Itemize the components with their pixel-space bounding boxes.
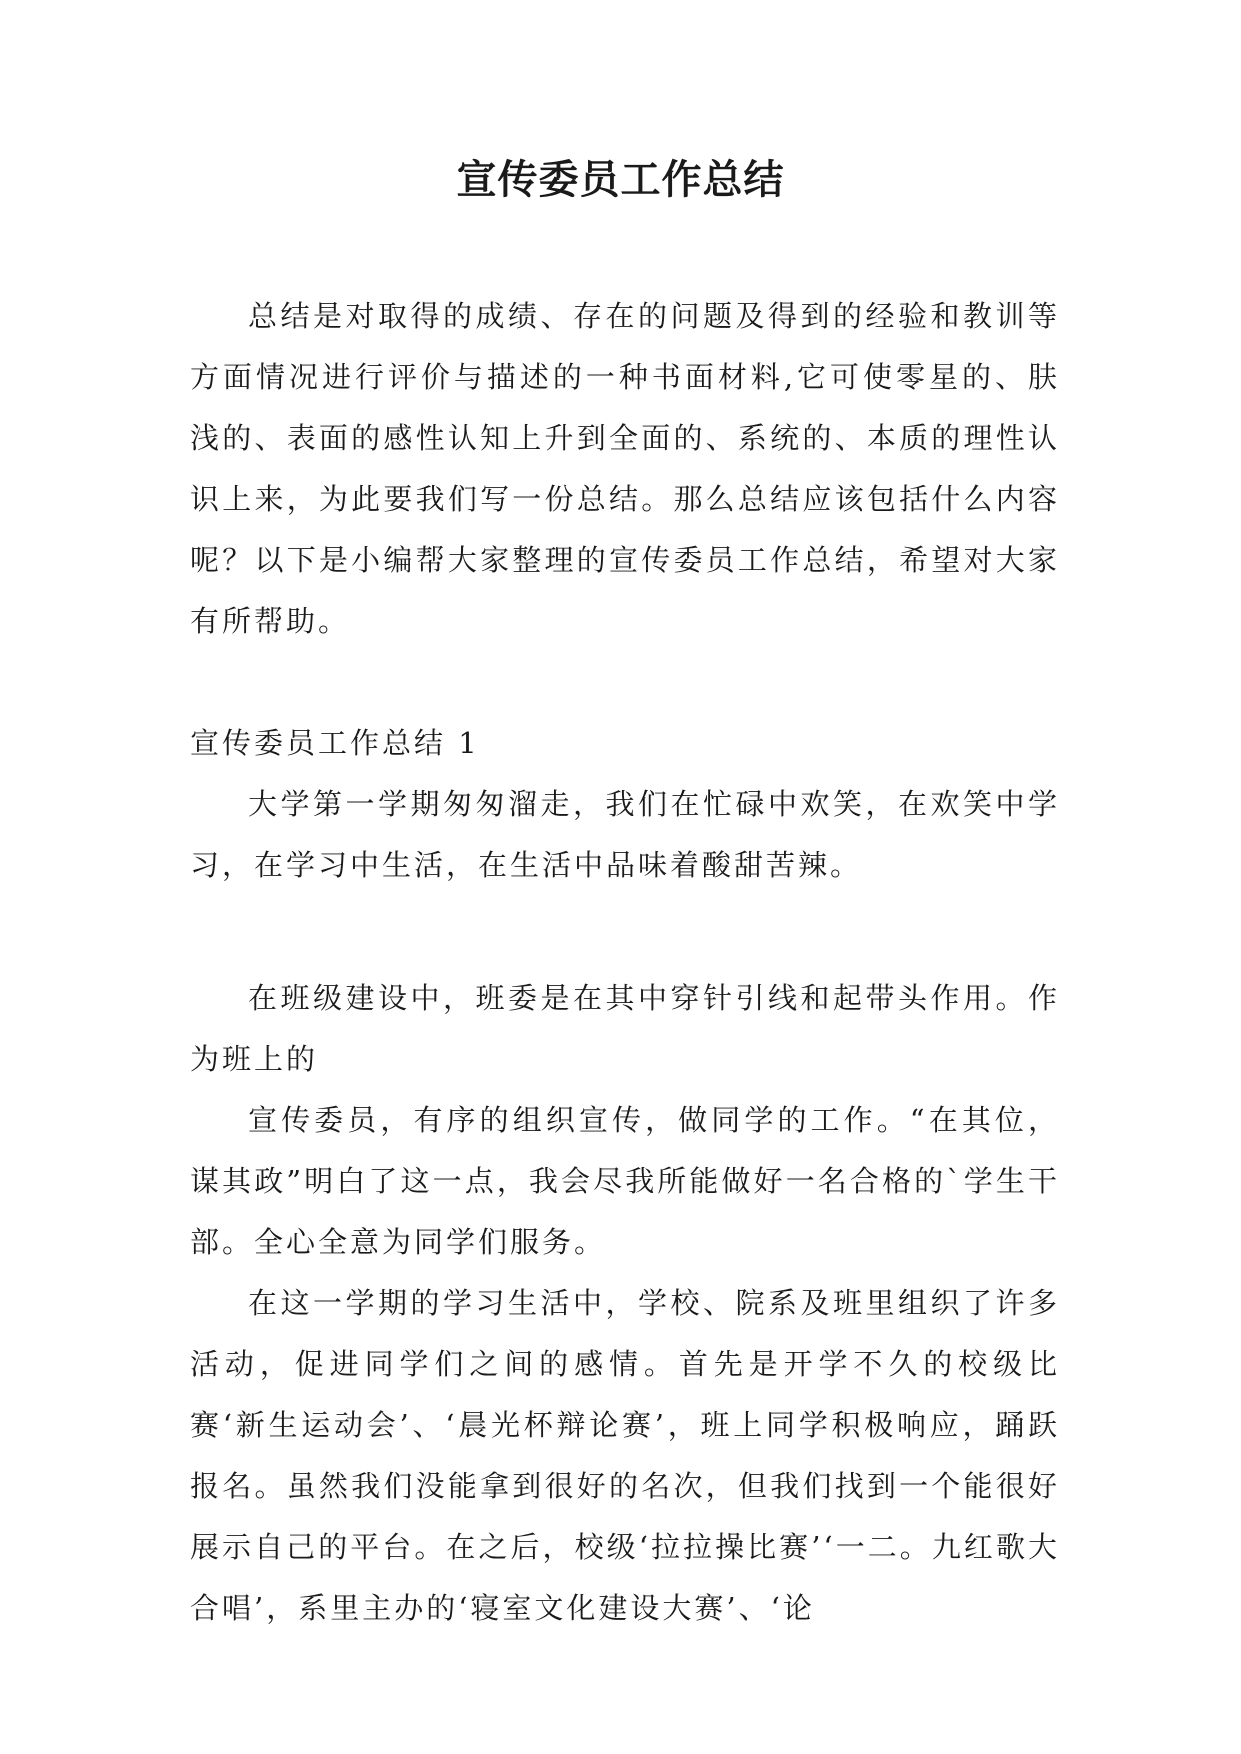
body-paragraph-1: 大学第一学期匆匆溜走，我们在忙碌中欢笑，在欢笑中学习，在学习中生活，在生活中品味着酸甜苦辣。: [190, 787, 1060, 882]
body-paragraph-3: 宣传委员，有序的组织宣传，做同学的工作。“在其位，谋其政”明白了这一点，我会尽我所能做好一名合格的`学生干部。全心全意为同学们服务。: [190, 1103, 1060, 1259]
body-paragraph-4: 在这一学期的学习生活中，学校、院系及班里组织了许多活动，促进同学们之间的感情。首先是开学不久的校级比赛‘新生运动会’、‘晨光杯辩论赛’，班上同学积极响应，踊跃报名。虽然我们没能拿到很好的名次，但我们找到一个能很好展示自己的平台。在之后，校级‘拉拉操比赛’‘一二。九红歌大合唱’，系里主办的‘寝室文化建设大赛’、‘论: [190, 1286, 1060, 1625]
intro-paragraph: 总结是对取得的成绩、存在的问题及得到的经验和教训等方面情况进行评价与描述的一种书面材料,它可使零星的、肤浅的、表面的感性认知上升到全面的、系统的、本质的理性认识上来，为此要我们写一份总结。那么总结应该包括什么内容呢？以下是小编帮大家整理的宣传委员工作总结，希望对大家有所帮助。: [190, 299, 1060, 638]
document-title: 宣传委员工作总结: [456, 157, 785, 203]
spacer: [190, 652, 1060, 713]
spacer: [190, 896, 1060, 968]
section-heading: 宣传委员工作总结 1: [190, 726, 480, 760]
body-paragraph-2: 在班级建设中，班委是在其中穿针引线和起带头作用。作为班上的: [190, 981, 1060, 1076]
document-body: [190, 286, 1060, 1639]
